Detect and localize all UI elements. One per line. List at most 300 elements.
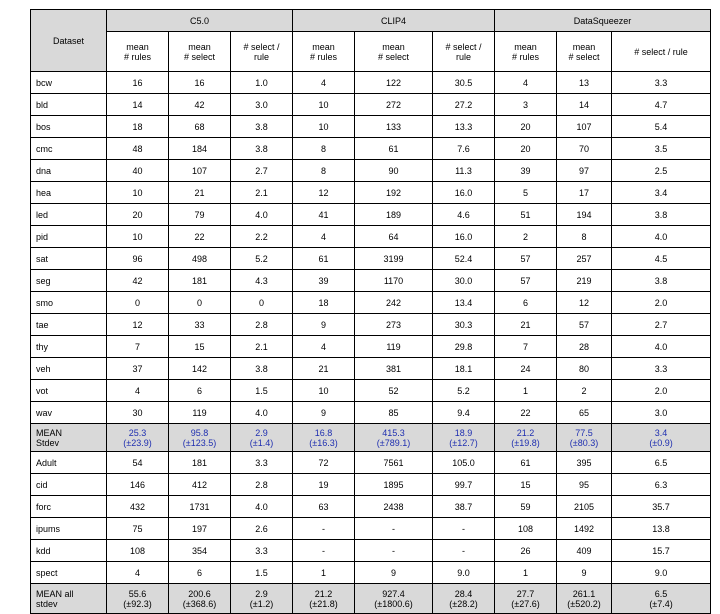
value-cell: 354 — [169, 540, 231, 562]
value-cell: 57 — [557, 314, 612, 336]
value-cell: 20 — [495, 116, 557, 138]
subheader-cell: mean # rules — [293, 32, 355, 72]
value-cell: 3.5 — [612, 138, 711, 160]
value-cell: 2.0 — [612, 380, 711, 402]
value-cell: 184 — [169, 138, 231, 160]
value-cell: 30.3 — [433, 314, 495, 336]
value-cell: 3.8 — [612, 204, 711, 226]
value-cell: 192 — [355, 182, 433, 204]
value-cell: 10 — [293, 116, 355, 138]
value-cell: 107 — [169, 160, 231, 182]
value-cell: 219 — [557, 270, 612, 292]
value-cell: 2.1 — [231, 182, 293, 204]
value-cell: 119 — [169, 402, 231, 424]
summary-value-cell — [169, 424, 231, 452]
value-cell: 4 — [293, 72, 355, 94]
summary-stdev: (±28.2) — [449, 598, 478, 609]
value-cell: 16 — [169, 72, 231, 94]
value-cell: 24 — [495, 358, 557, 380]
value-cell: 99.7 — [433, 474, 495, 496]
value-cell: 3.0 — [231, 94, 293, 116]
value-cell: 1.5 — [231, 562, 293, 584]
value-cell: 39 — [293, 270, 355, 292]
value-cell: 11.3 — [433, 160, 495, 182]
table-row — [31, 138, 711, 160]
value-cell: 96 — [107, 248, 169, 270]
value-cell: 146 — [107, 474, 169, 496]
value-cell: 3.8 — [231, 358, 293, 380]
value-cell: 18 — [293, 292, 355, 314]
value-cell: 72 — [293, 452, 355, 474]
table-row — [31, 518, 711, 540]
value-cell: 108 — [495, 518, 557, 540]
value-cell: 13.8 — [612, 518, 711, 540]
value-cell: 3.0 — [612, 402, 711, 424]
value-cell: 5.2 — [231, 248, 293, 270]
subheader-cell: mean # rules — [107, 32, 169, 72]
summary-value-cell — [355, 424, 433, 452]
summary-label-line2: Stdev — [36, 437, 60, 448]
value-cell: 65 — [557, 402, 612, 424]
value-cell: 0 — [231, 292, 293, 314]
value-cell: 1 — [495, 380, 557, 402]
value-cell: 1 — [293, 562, 355, 584]
value-cell: 15 — [495, 474, 557, 496]
value-cell: 10 — [293, 380, 355, 402]
value-cell: 4 — [293, 336, 355, 358]
summary-stdev: (±16.3) — [309, 437, 338, 448]
value-cell: 122 — [355, 72, 433, 94]
summary-value-cell — [107, 584, 169, 614]
value-cell: 16 — [107, 72, 169, 94]
value-cell: 95 — [557, 474, 612, 496]
summary-value-cell — [107, 424, 169, 452]
summary-stdev: (±92.3) — [123, 598, 152, 609]
value-cell: 4.5 — [612, 248, 711, 270]
value-cell: 1731 — [169, 496, 231, 518]
dataset-name-cell: veh — [31, 358, 107, 380]
summary-mean: 2.9 — [255, 427, 268, 438]
value-cell: 30.0 — [433, 270, 495, 292]
dataset-name-cell: ipums — [31, 518, 107, 540]
dataset-name-cell: forc — [31, 496, 107, 518]
value-cell: 412 — [169, 474, 231, 496]
value-cell: 18.1 — [433, 358, 495, 380]
value-cell: 1 — [495, 562, 557, 584]
dataset-name-cell: cid — [31, 474, 107, 496]
value-cell: 97 — [557, 160, 612, 182]
value-cell: 5.4 — [612, 116, 711, 138]
value-cell: 16.0 — [433, 182, 495, 204]
summary-stdev: (±27.6) — [511, 598, 540, 609]
summary-value-cell — [612, 584, 711, 614]
value-cell: 10 — [107, 226, 169, 248]
summary-stdev: (±12.7) — [449, 437, 478, 448]
value-cell: 3 — [495, 94, 557, 116]
table-row — [31, 94, 711, 116]
value-cell: 2.7 — [231, 160, 293, 182]
value-cell: 10 — [107, 182, 169, 204]
dataset-header: Dataset — [31, 10, 107, 72]
value-cell: 1.5 — [231, 380, 293, 402]
value-cell: 20 — [495, 138, 557, 160]
value-cell: 197 — [169, 518, 231, 540]
value-cell: 15.7 — [612, 540, 711, 562]
summary-value-cell — [355, 584, 433, 614]
table-row — [31, 160, 711, 182]
value-cell: 4.3 — [231, 270, 293, 292]
value-cell: 3.4 — [612, 182, 711, 204]
value-cell: 2105 — [557, 496, 612, 518]
summary-stdev: (±80.3) — [569, 437, 599, 448]
value-cell: 27.2 — [433, 94, 495, 116]
value-cell: 0 — [107, 292, 169, 314]
value-cell: 2.7 — [612, 314, 711, 336]
group-header-datasqueezer: DataSqueezer — [495, 10, 711, 32]
summary-stdev: (±1800.6) — [374, 598, 413, 609]
value-cell: 40 — [107, 160, 169, 182]
value-cell: 21 — [293, 358, 355, 380]
subheader-cell: mean # select — [557, 32, 612, 72]
value-cell: 2.8 — [231, 474, 293, 496]
value-cell: 57 — [495, 270, 557, 292]
value-cell: 108 — [107, 540, 169, 562]
value-cell: 68 — [169, 116, 231, 138]
value-cell: 2 — [495, 226, 557, 248]
summary-label-line2: stdev — [36, 598, 58, 609]
value-cell: 7561 — [355, 452, 433, 474]
value-cell: 1895 — [355, 474, 433, 496]
value-cell: 9 — [355, 562, 433, 584]
value-cell: 2438 — [355, 496, 433, 518]
value-cell: - — [355, 540, 433, 562]
summary-stdev: (±1.2) — [249, 598, 274, 609]
value-cell: 4.7 — [612, 94, 711, 116]
summary-value-cell — [495, 424, 557, 452]
value-cell: 21 — [495, 314, 557, 336]
group-header-c50: C5.0 — [107, 10, 293, 32]
value-cell: 75 — [107, 518, 169, 540]
summary-stdev: (±21.8) — [309, 598, 338, 609]
value-cell: 9 — [557, 562, 612, 584]
value-cell: 2.5 — [612, 160, 711, 182]
summary-value-cell — [231, 424, 293, 452]
summary-mean: 6.5 — [654, 588, 668, 599]
summary-mean: 21.2 — [314, 588, 333, 599]
value-cell: 1492 — [557, 518, 612, 540]
value-cell: 51 — [495, 204, 557, 226]
value-cell: 1170 — [355, 270, 433, 292]
value-cell: 38.7 — [433, 496, 495, 518]
table-row — [31, 72, 711, 94]
value-cell: 4.0 — [231, 496, 293, 518]
table-row — [31, 452, 711, 474]
group-header-row — [31, 10, 711, 32]
table-row — [31, 182, 711, 204]
value-cell: 2.1 — [231, 336, 293, 358]
value-cell: 63 — [293, 496, 355, 518]
summary-value-cell — [433, 424, 495, 452]
value-cell: 119 — [355, 336, 433, 358]
value-cell: - — [355, 518, 433, 540]
value-cell: 7.6 — [433, 138, 495, 160]
table-row — [31, 270, 711, 292]
value-cell: 39 — [495, 160, 557, 182]
table-row — [31, 116, 711, 138]
summary-stdev: (±1.4) — [249, 437, 274, 448]
dataset-name-cell: spect — [31, 562, 107, 584]
value-cell: 30.5 — [433, 72, 495, 94]
value-cell: 6 — [169, 380, 231, 402]
value-cell: 194 — [557, 204, 612, 226]
summary-mean: 21.2 — [516, 427, 535, 438]
value-cell: - — [293, 540, 355, 562]
subheader-cell: mean # rules — [495, 32, 557, 72]
value-cell: 41 — [293, 204, 355, 226]
value-cell: 133 — [355, 116, 433, 138]
value-cell: 12 — [557, 292, 612, 314]
value-cell: 3.3 — [231, 452, 293, 474]
value-cell: 4 — [293, 226, 355, 248]
value-cell: 22 — [495, 402, 557, 424]
value-cell: 22 — [169, 226, 231, 248]
summary-mean: 3.4 — [654, 427, 668, 438]
value-cell: 13.4 — [433, 292, 495, 314]
value-cell: 6 — [495, 292, 557, 314]
summary-stdev: (±123.5) — [182, 437, 217, 448]
summary-value-cell — [433, 584, 495, 614]
value-cell: 52 — [355, 380, 433, 402]
summary-mean: 95.8 — [190, 427, 209, 438]
value-cell: 4.6 — [433, 204, 495, 226]
table-row — [31, 358, 711, 380]
table-row — [31, 474, 711, 496]
value-cell: 189 — [355, 204, 433, 226]
value-cell: 28 — [557, 336, 612, 358]
summary-mean: 18.9 — [454, 427, 473, 438]
value-cell: 21 — [169, 182, 231, 204]
value-cell: 9 — [293, 314, 355, 336]
dataset-name-cell: dna — [31, 160, 107, 182]
dataset-name-cell: cmc — [31, 138, 107, 160]
value-cell: 15 — [169, 336, 231, 358]
value-cell: 6.3 — [612, 474, 711, 496]
summary-mean: 25.3 — [128, 427, 147, 438]
table-row — [31, 496, 711, 518]
value-cell: 2.6 — [231, 518, 293, 540]
value-cell: 6.5 — [612, 452, 711, 474]
summary-mean: 2.9 — [255, 588, 268, 599]
value-cell: 42 — [107, 270, 169, 292]
subheader-cell: mean # select — [355, 32, 433, 72]
summary-label-line1: MEAN all — [36, 588, 74, 599]
dataset-name-cell: led — [31, 204, 107, 226]
value-cell: 181 — [169, 270, 231, 292]
value-cell: 2.0 — [612, 292, 711, 314]
summary-stdev: (±19.8) — [511, 437, 540, 448]
value-cell: 6 — [169, 562, 231, 584]
value-cell: 432 — [107, 496, 169, 518]
table-row — [31, 402, 711, 424]
value-cell: 272 — [355, 94, 433, 116]
value-cell: 29.8 — [433, 336, 495, 358]
table-row — [31, 226, 711, 248]
value-cell: 395 — [557, 452, 612, 474]
value-cell: 3.3 — [612, 72, 711, 94]
value-cell: 8 — [293, 160, 355, 182]
value-cell: 4.0 — [231, 204, 293, 226]
summary-value-cell — [495, 584, 557, 614]
value-cell: 3.8 — [231, 138, 293, 160]
dataset-name-cell: hea — [31, 182, 107, 204]
table-row — [31, 562, 711, 584]
summary-label-line1: MEAN — [36, 427, 63, 438]
subheader-cell: mean # select — [169, 32, 231, 72]
table-row — [31, 314, 711, 336]
summary-mean: 200.6 — [188, 588, 211, 599]
table-row — [31, 380, 711, 402]
dataset-name-cell: bcw — [31, 72, 107, 94]
value-cell: 1.0 — [231, 72, 293, 94]
value-cell: 2.2 — [231, 226, 293, 248]
dataset-name-cell: vot — [31, 380, 107, 402]
value-cell: 14 — [107, 94, 169, 116]
subheader-cell: # select / rule — [433, 32, 495, 72]
value-cell: 181 — [169, 452, 231, 474]
dataset-name-cell: thy — [31, 336, 107, 358]
dataset-name-cell: seg — [31, 270, 107, 292]
value-cell: 4.0 — [612, 336, 711, 358]
summary-stdev: (±368.6) — [182, 598, 217, 609]
group-header-clip4: CLIP4 — [293, 10, 495, 32]
value-cell: 3199 — [355, 248, 433, 270]
value-cell: 13 — [557, 72, 612, 94]
summary-stdev: (±23.9) — [123, 437, 152, 448]
value-cell: 80 — [557, 358, 612, 380]
value-cell: 61 — [495, 452, 557, 474]
summary-mean: 77.5 — [575, 427, 593, 438]
summary-mean: 415.3 — [382, 427, 405, 438]
value-cell: 2.8 — [231, 314, 293, 336]
value-cell: 3.3 — [231, 540, 293, 562]
table-row — [31, 336, 711, 358]
value-cell: 3.8 — [612, 270, 711, 292]
value-cell: 30 — [107, 402, 169, 424]
value-cell: 8 — [293, 138, 355, 160]
value-cell: 0 — [169, 292, 231, 314]
table-row — [31, 292, 711, 314]
value-cell: 105.0 — [433, 452, 495, 474]
value-cell: 4.0 — [231, 402, 293, 424]
value-cell: 3.3 — [612, 358, 711, 380]
value-cell: - — [433, 518, 495, 540]
value-cell: 7 — [107, 336, 169, 358]
value-cell: 107 — [557, 116, 612, 138]
value-cell: 35.7 — [612, 496, 711, 518]
value-cell: 4 — [495, 72, 557, 94]
results-table-container — [30, 9, 710, 614]
summary-stdev: (±0.9) — [649, 437, 673, 448]
value-cell: 52.4 — [433, 248, 495, 270]
summary-value-cell — [293, 424, 355, 452]
summary-value-cell — [169, 584, 231, 614]
value-cell: 42 — [169, 94, 231, 116]
summary-mean: 28.4 — [454, 588, 473, 599]
value-cell: 4 — [107, 380, 169, 402]
subheader-cell: # select / rule — [231, 32, 293, 72]
summary-mean: 16.8 — [314, 427, 333, 438]
value-cell: 409 — [557, 540, 612, 562]
value-cell: 33 — [169, 314, 231, 336]
summary-mean: 27.7 — [516, 588, 535, 599]
results-table — [30, 9, 711, 614]
value-cell: 257 — [557, 248, 612, 270]
table-row — [31, 204, 711, 226]
value-cell: 85 — [355, 402, 433, 424]
value-cell: 13.3 — [433, 116, 495, 138]
value-cell: 18 — [107, 116, 169, 138]
value-cell: 17 — [557, 182, 612, 204]
summary-row — [31, 584, 711, 614]
value-cell: 273 — [355, 314, 433, 336]
summary-mean: 927.4 — [382, 588, 405, 599]
value-cell: 8 — [557, 226, 612, 248]
value-cell: 61 — [355, 138, 433, 160]
value-cell: 20 — [107, 204, 169, 226]
value-cell: 10 — [293, 94, 355, 116]
value-cell: 12 — [107, 314, 169, 336]
value-cell: 16.0 — [433, 226, 495, 248]
dataset-name-cell: tae — [31, 314, 107, 336]
value-cell: 90 — [355, 160, 433, 182]
value-cell: 5.2 — [433, 380, 495, 402]
summary-mean: 261.1 — [572, 588, 596, 599]
value-cell: 12 — [293, 182, 355, 204]
summary-value-cell — [557, 584, 612, 614]
dataset-name-cell: bld — [31, 94, 107, 116]
value-cell: - — [293, 518, 355, 540]
value-cell: 48 — [107, 138, 169, 160]
summary-value-cell — [293, 584, 355, 614]
summary-value-cell — [612, 424, 711, 452]
dataset-name-cell: bos — [31, 116, 107, 138]
summary-value-cell — [231, 584, 293, 614]
subheader-row — [31, 32, 711, 72]
value-cell: 79 — [169, 204, 231, 226]
value-cell: 142 — [169, 358, 231, 380]
summary-stdev: (±520.2) — [567, 598, 601, 609]
value-cell: 61 — [293, 248, 355, 270]
value-cell: 70 — [557, 138, 612, 160]
subheader-cell: # select / rule — [612, 32, 711, 72]
value-cell: 242 — [355, 292, 433, 314]
value-cell: 3.8 — [231, 116, 293, 138]
value-cell: 2 — [557, 380, 612, 402]
value-cell: 59 — [495, 496, 557, 518]
dataset-name-cell: kdd — [31, 540, 107, 562]
table-row — [31, 248, 711, 270]
summary-stdev: (±789.1) — [376, 437, 411, 448]
summary-stdev: (±7.4) — [649, 598, 673, 609]
value-cell: 498 — [169, 248, 231, 270]
value-cell: 57 — [495, 248, 557, 270]
value-cell: 9.0 — [612, 562, 711, 584]
summary-value-cell — [557, 424, 612, 452]
value-cell: 381 — [355, 358, 433, 380]
value-cell: 14 — [557, 94, 612, 116]
value-cell: - — [433, 540, 495, 562]
dataset-name-cell: wav — [31, 402, 107, 424]
